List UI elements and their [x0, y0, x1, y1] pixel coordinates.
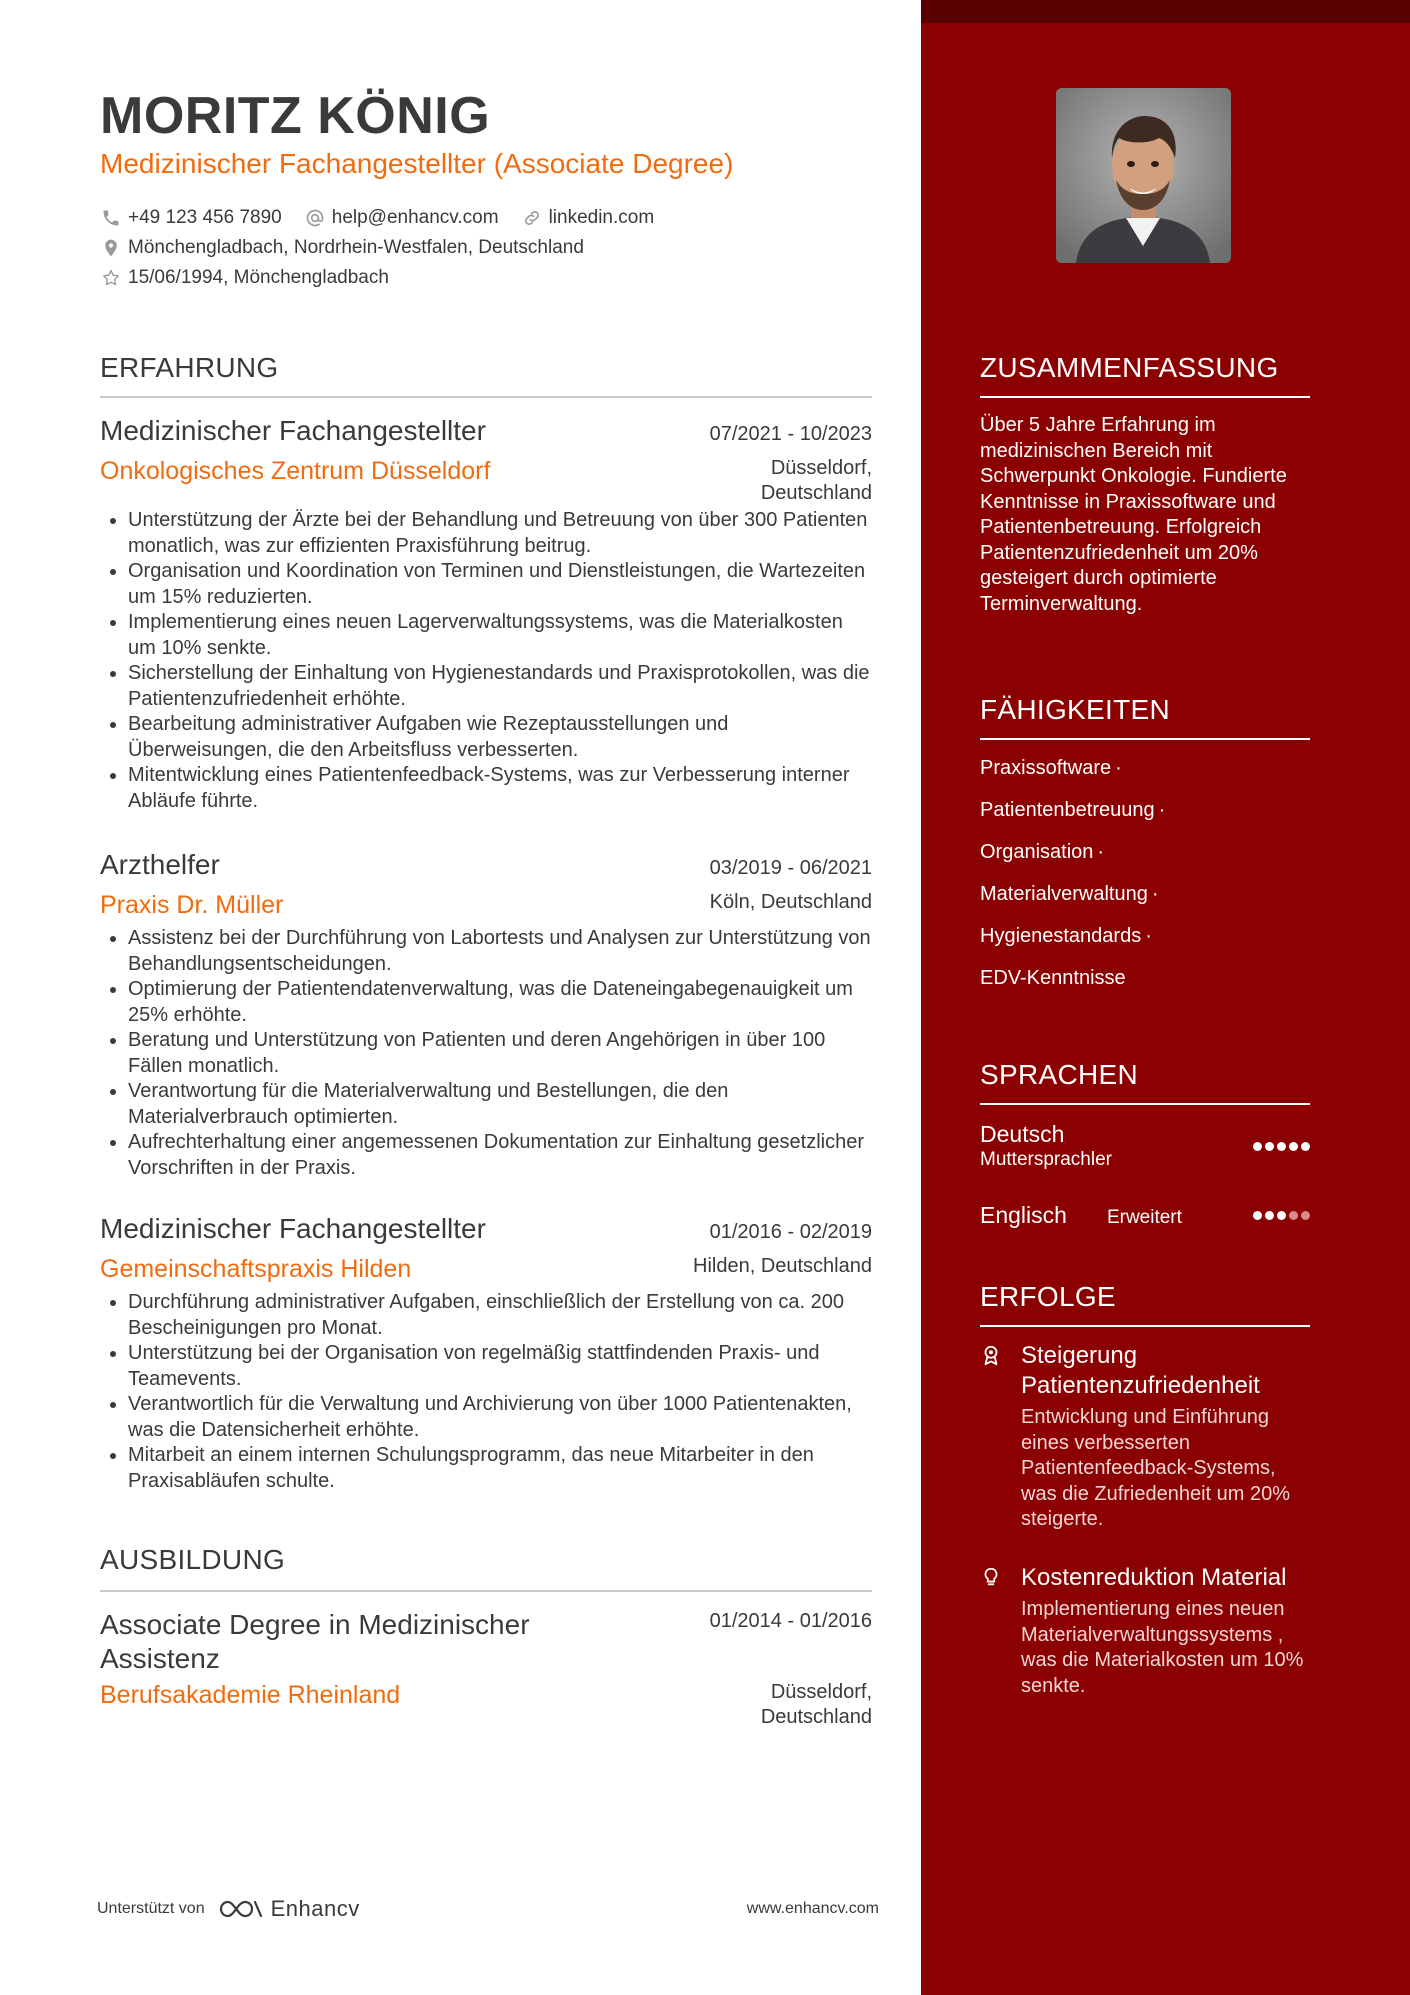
school-location: Düsseldorf, Deutschland	[760, 1681, 872, 1728]
achievement-text: Implementierung eines neuen Materialverwaltungssystems , was die Materialkosten um 10% senkte.	[1021, 1598, 1304, 1697]
job-entry	[100, 848, 872, 1181]
skill-item: Praxissoftware ·	[980, 757, 1122, 779]
language-item	[980, 1120, 1310, 1172]
rating-dot-filled	[1277, 1211, 1286, 1220]
skill-item: EDV-Kenntnisse	[980, 967, 1126, 989]
bullet-item: Sicherstellung der Einhaltung von Hygienestandards und Praxisprotokollen, was die Patientenzufriedenheit erhöhte.	[100, 661, 872, 712]
link-icon	[521, 207, 543, 229]
footer-branding	[97, 1896, 360, 1922]
achievement-item	[980, 1341, 1310, 1533]
school-name: Berufsakademie Rheinland	[100, 1681, 401, 1709]
sidebar	[921, 0, 1410, 1995]
infinity-icon	[217, 1897, 265, 1921]
bullet-item: Optimierung der Patientendatenverwaltung, was die Dateneingabegenauigkeit um 25% erhöhte.	[100, 977, 872, 1028]
skill-item: Patientenbetreuung ·	[980, 799, 1166, 821]
linkedin-text: linkedin.com	[548, 207, 655, 228]
achievements-divider	[980, 1325, 1310, 1327]
bullet-item: Verantwortung für die Materialverwaltung und Bestellungen, die den Materialverbrauch optimierten.	[100, 1079, 872, 1130]
location-contact	[100, 237, 584, 259]
job-dates: 03/2019 - 06/2021	[709, 857, 872, 879]
language-name: Englisch	[980, 1202, 1067, 1228]
bullet-item: Bearbeitung administrativer Aufgaben wie Rezeptausstellungen und Überweisungen, die den Arbeitsfluss verbesserten.	[100, 712, 872, 763]
language-level: Muttersprachler	[980, 1149, 1112, 1170]
bullet-item: Organisation und Koordination von Terminen und Dienstleistungen, die Wartezeiten um 15% reduzierten.	[100, 559, 872, 610]
job-role: Arzthelfer	[100, 849, 220, 880]
bullet-item: Implementierung eines neuen Lagerverwaltungssystems, was die Materialkosten um 10% senkte.	[100, 610, 872, 661]
email-text: help@enhancv.com	[331, 207, 499, 228]
at-icon	[304, 207, 326, 229]
language-rating	[1253, 1211, 1310, 1220]
footer-url[interactable]: www.enhancv.com	[746, 1900, 879, 1917]
birth-contact	[100, 267, 389, 289]
bullet-item: Unterstützung bei der Organisation von regelmäßig stattfindenden Praxis- und Teamevents.	[100, 1341, 872, 1392]
profile-photo	[1056, 88, 1231, 263]
rating-dot-empty	[1289, 1211, 1298, 1220]
phone-text: +49 123 456 7890	[128, 207, 282, 228]
job-location: Köln, Deutschland	[709, 891, 872, 913]
job-role: Medizinischer Fachangestellter	[100, 1213, 486, 1244]
summary-text: Über 5 Jahre Erfahrung im medizinischen Bereich mit Schwerpunkt Onkologie. Fundierte Kenntnisse in Praxissoftware und Patientenbetreuung. Erfolgreich Patientenzufriedenheit um 20% gesteigert durch optimierte Terminverwaltung.	[980, 414, 1287, 615]
bullet-item: Durchführung administrativer Aufgaben, einschließlich der Erstellung von ca. 200 Bescheinigungen pro Monat.	[100, 1290, 872, 1341]
job-entry	[100, 414, 872, 814]
job-entry	[100, 1212, 872, 1494]
job-bullets	[100, 508, 872, 814]
rating-dot-filled	[1265, 1142, 1274, 1151]
bullet-item: Mitentwicklung eines Patientenfeedback-Systems, was zur Verbesserung interner Abläufe führte.	[100, 763, 872, 814]
rating-dot-empty	[1301, 1211, 1310, 1220]
lightbulb-icon	[980, 1566, 1002, 1588]
achievement-title: Kostenreduktion Material	[1021, 1564, 1287, 1591]
phone-icon	[100, 207, 122, 229]
job-role: Medizinischer Fachangestellter	[100, 415, 486, 446]
rating-dot-filled	[1265, 1211, 1274, 1220]
enhancv-logo[interactable]	[217, 1896, 360, 1922]
sidebar-top-band	[921, 0, 1410, 23]
education-divider	[100, 1590, 872, 1592]
bullet-item: Unterstützung der Ärzte bei der Behandlung und Betreuung von über 300 Patienten monatlich, was zur effizienten Praxisführung beitrug.	[100, 508, 872, 559]
award-icon	[980, 1344, 1002, 1366]
skill-item: Materialverwaltung ·	[980, 883, 1159, 905]
job-location: Düsseldorf, Deutschland	[760, 457, 872, 504]
summary-heading: ZUSAMMENFASSUNG	[980, 352, 1279, 383]
languages-divider	[980, 1103, 1310, 1105]
education-heading: AUSBILDUNG	[100, 1544, 286, 1575]
job-location: Hilden, Deutschland	[693, 1255, 872, 1277]
achievement-text: Entwicklung und Einführung eines verbesserten Patientenfeedback-Systems, was die Zufriedenheit um 20% steigerte.	[1021, 1406, 1291, 1530]
language-name: Deutsch	[980, 1121, 1065, 1147]
experience-heading: ERFAHRUNG	[100, 352, 279, 383]
achievement-title: Steigerung Patientenzufriedenheit	[1021, 1342, 1260, 1399]
experience-divider	[100, 396, 872, 398]
job-company: Praxis Dr. Müller	[100, 891, 284, 919]
job-company: Gemeinschaftspraxis Hilden	[100, 1255, 412, 1283]
summary-divider	[980, 396, 1310, 398]
language-level: Erweitert	[1106, 1207, 1182, 1228]
bullet-item: Beratung und Unterstützung von Patienten und deren Angehörigen in über 100 Fällen monatlich.	[100, 1028, 872, 1079]
email-contact[interactable]	[304, 207, 499, 229]
education-dates: 01/2014 - 01/2016	[709, 1610, 872, 1632]
bullet-item: Mitarbeit an einem internen Schulungsprogramm, das neue Mitarbeiter in den Praxisabläufen schulte.	[100, 1443, 872, 1494]
language-item	[980, 1201, 1310, 1230]
rating-dot-filled	[1301, 1142, 1310, 1151]
skills-heading: FÄHIGKEITEN	[980, 694, 1170, 725]
rating-dot-filled	[1253, 1211, 1262, 1220]
candidate-title: Medizinischer Fachangestellter (Associate Degree)	[100, 148, 734, 179]
job-bullets	[100, 1290, 872, 1494]
job-company: Onkologisches Zentrum Düsseldorf	[100, 457, 491, 485]
star-icon	[100, 267, 122, 289]
job-bullets	[100, 926, 872, 1181]
skill-item: Organisation ·	[980, 841, 1105, 863]
linkedin-contact[interactable]	[521, 207, 655, 229]
rating-dot-filled	[1277, 1142, 1286, 1151]
degree-title: Associate Degree in Medizinischer Assistenz	[100, 1609, 530, 1674]
bullet-item: Aufrechterhaltung einer angemessenen Dokumentation zur Einhaltung gesetzlicher Vorschriften in der Praxis.	[100, 1130, 872, 1181]
job-dates: 01/2016 - 02/2019	[709, 1221, 872, 1243]
location-text: Mönchengladbach, Nordrhein-Westfalen, Deutschland	[128, 237, 584, 258]
achievement-item	[980, 1563, 1310, 1699]
job-dates: 07/2021 - 10/2023	[709, 423, 872, 445]
bullet-item: Assistenz bei der Durchführung von Labortests und Analysen zur Unterstützung von Behandlungsentscheidungen.	[100, 926, 872, 977]
rating-dot-filled	[1289, 1142, 1298, 1151]
bullet-item: Verantwortlich für die Verwaltung und Archivierung von über 1000 Patientenakten, was die Datensicherheit erhöhte.	[100, 1392, 872, 1443]
skill-item: Hygienestandards ·	[980, 925, 1152, 947]
language-rating	[1253, 1142, 1310, 1151]
achievements-heading: ERFOLGE	[980, 1281, 1116, 1312]
birth-text: 15/06/1994, Mönchengladbach	[128, 267, 389, 288]
phone-contact[interactable]	[100, 207, 282, 229]
powered-by-text: Unterstützt von	[97, 1900, 205, 1917]
candidate-name: MORITZ KÖNIG	[100, 87, 491, 145]
contact-info	[100, 203, 676, 293]
rating-dot-filled	[1253, 1142, 1262, 1151]
skills-divider	[980, 738, 1310, 740]
languages-heading: SPRACHEN	[980, 1059, 1138, 1090]
skills-list	[980, 754, 1310, 1006]
education-entry	[100, 1608, 872, 1730]
brand-name: Enhancv	[270, 1896, 360, 1921]
location-pin-icon	[100, 237, 122, 259]
